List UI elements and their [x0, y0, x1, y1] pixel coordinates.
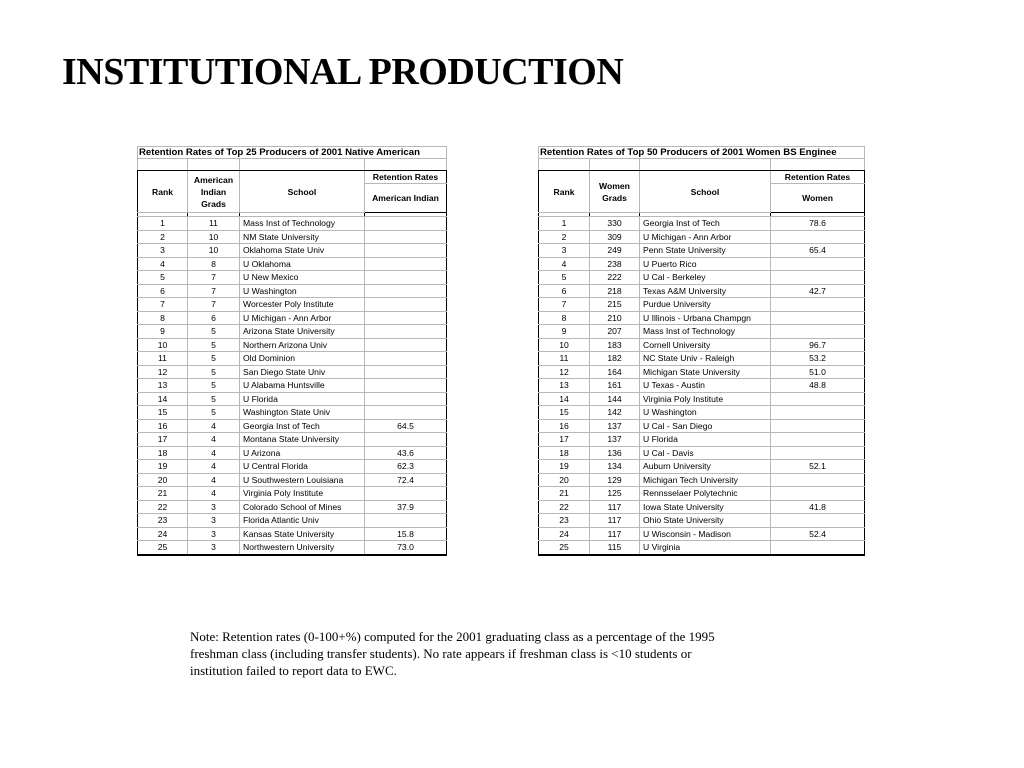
school-cell: Worcester Poly Institute [240, 298, 365, 312]
grads-cell: 144 [590, 392, 640, 406]
table-row [539, 446, 865, 460]
table-row [539, 325, 865, 339]
school-cell: U Michigan - Ann Arbor [240, 311, 365, 325]
grads-cell: 238 [590, 257, 640, 271]
grads-cell: 4 [188, 473, 240, 487]
table-row [539, 230, 865, 244]
school-cell: Michigan State University [640, 365, 771, 379]
rank-cell: 1 [138, 217, 188, 231]
retention-rate-cell: 53.2 [771, 352, 865, 366]
table-row [138, 392, 447, 406]
school-cell: U Alabama Huntsville [240, 379, 365, 393]
table-row [138, 244, 447, 258]
table-row [138, 325, 447, 339]
school-cell: Mass Inst of Technology [640, 325, 771, 339]
table-row [138, 406, 447, 420]
school-cell: U Virginia [640, 541, 771, 555]
table-row [539, 298, 865, 312]
grads-cell: 309 [590, 230, 640, 244]
school-cell: U Southwestern Louisiana [240, 473, 365, 487]
retention-rate-cell [771, 419, 865, 433]
rank-cell: 15 [138, 406, 188, 420]
rank-cell: 11 [138, 352, 188, 366]
table-row [539, 514, 865, 528]
retention-rate-cell [365, 365, 447, 379]
table-row [138, 284, 447, 298]
rank-cell: 12 [138, 365, 188, 379]
grads-cell: 164 [590, 365, 640, 379]
grads-cell: 117 [590, 527, 640, 541]
retention-rate-cell [771, 311, 865, 325]
grads-cell: 4 [188, 460, 240, 474]
school-cell: U Texas - Austin [640, 379, 771, 393]
grads-cell: 137 [590, 419, 640, 433]
header-grads: Women Grads [590, 171, 640, 213]
header-retention-col: Women [771, 184, 865, 213]
retention-rate-cell [771, 271, 865, 285]
retention-rate-cell [771, 487, 865, 501]
school-cell: Northwestern University [240, 541, 365, 555]
school-cell: Iowa State University [640, 500, 771, 514]
table-row [138, 217, 447, 231]
retention-rate-cell [365, 298, 447, 312]
retention-rate-cell [365, 217, 447, 231]
retention-rate-cell [771, 325, 865, 339]
table-row [138, 460, 447, 474]
rank-cell: 5 [539, 271, 590, 285]
grads-cell: 134 [590, 460, 640, 474]
school-cell: Virginia Poly Institute [240, 487, 365, 501]
school-cell: Ohio State University [640, 514, 771, 528]
header-school: School [240, 171, 365, 213]
rank-cell: 20 [539, 473, 590, 487]
grads-cell: 7 [188, 284, 240, 298]
rank-cell: 24 [138, 527, 188, 541]
header-grads: American Indian Grads [188, 171, 240, 213]
rank-cell: 7 [138, 298, 188, 312]
school-cell: Virginia Poly Institute [640, 392, 771, 406]
rank-cell: 14 [138, 392, 188, 406]
retention-rate-cell [365, 406, 447, 420]
retention-rate-cell: 15.8 [365, 527, 447, 541]
table-row [539, 365, 865, 379]
rank-cell: 8 [138, 311, 188, 325]
retention-rate-cell: 62.3 [365, 460, 447, 474]
table-row [138, 514, 447, 528]
rank-cell: 14 [539, 392, 590, 406]
table-row [539, 392, 865, 406]
table-row [138, 257, 447, 271]
rank-cell: 8 [539, 311, 590, 325]
school-cell: U Florida [240, 392, 365, 406]
rank-cell: 5 [138, 271, 188, 285]
retention-rate-cell [365, 244, 447, 258]
table-row [539, 527, 865, 541]
grads-cell: 3 [188, 527, 240, 541]
rank-cell: 19 [539, 460, 590, 474]
rank-cell: 15 [539, 406, 590, 420]
table-row [138, 230, 447, 244]
retention-rate-cell: 52.1 [771, 460, 865, 474]
retention-rate-cell: 51.0 [771, 365, 865, 379]
grads-cell: 5 [188, 406, 240, 420]
grads-cell: 117 [590, 500, 640, 514]
grads-cell: 330 [590, 217, 640, 231]
school-cell: Arizona State University [240, 325, 365, 339]
table-row [138, 365, 447, 379]
grads-cell: 5 [188, 338, 240, 352]
retention-rate-cell: 64.5 [365, 419, 447, 433]
retention-rate-cell [771, 406, 865, 420]
header-rank: Rank [539, 171, 590, 213]
grads-cell: 4 [188, 487, 240, 501]
rank-cell: 9 [138, 325, 188, 339]
school-cell: Mass Inst of Technology [240, 217, 365, 231]
grads-cell: 222 [590, 271, 640, 285]
rank-cell: 13 [138, 379, 188, 393]
table-row [138, 541, 447, 555]
retention-rate-cell: 52.4 [771, 527, 865, 541]
school-cell: Oklahoma State Univ [240, 244, 365, 258]
header-rank: Rank [138, 171, 188, 213]
table-row [539, 500, 865, 514]
retention-rate-cell [365, 325, 447, 339]
school-cell: Georgia Inst of Tech [640, 217, 771, 231]
retention-rate-cell [771, 473, 865, 487]
school-cell: Auburn University [640, 460, 771, 474]
table-row [539, 257, 865, 271]
retention-rate-cell: 65.4 [771, 244, 865, 258]
school-cell: U Central Florida [240, 460, 365, 474]
table-row [539, 338, 865, 352]
rank-cell: 3 [539, 244, 590, 258]
rank-cell: 11 [539, 352, 590, 366]
school-cell: NC State Univ - Raleigh [640, 352, 771, 366]
retention-rate-cell [365, 230, 447, 244]
rank-cell: 17 [138, 433, 188, 447]
rank-cell: 9 [539, 325, 590, 339]
retention-rate-cell [771, 392, 865, 406]
rank-cell: 18 [539, 446, 590, 460]
rank-cell: 16 [138, 419, 188, 433]
grads-cell: 4 [188, 446, 240, 460]
rank-cell: 22 [539, 500, 590, 514]
table-caption: Retention Rates of Top 50 Producers of 2001 Women BS Enginee [539, 147, 865, 159]
school-cell: U Washington [640, 406, 771, 420]
table-row [138, 311, 447, 325]
table-row [138, 298, 447, 312]
school-cell: Penn State University [640, 244, 771, 258]
table-row [539, 379, 865, 393]
rank-cell: 25 [138, 541, 188, 555]
school-cell: U Cal - Davis [640, 446, 771, 460]
rank-cell: 16 [539, 419, 590, 433]
rank-cell: 7 [539, 298, 590, 312]
rank-cell: 3 [138, 244, 188, 258]
retention-rate-cell [365, 352, 447, 366]
table-row [138, 473, 447, 487]
school-cell: Florida Atlantic Univ [240, 514, 365, 528]
grads-cell: 4 [188, 433, 240, 447]
school-cell: U Illinois - Urbana Champgn [640, 311, 771, 325]
rank-cell: 2 [539, 230, 590, 244]
school-cell: U Wisconsin - Madison [640, 527, 771, 541]
grads-cell: 5 [188, 325, 240, 339]
header-retention-col: American Indian [365, 184, 447, 213]
table-row [539, 271, 865, 285]
retention-rate-cell: 41.8 [771, 500, 865, 514]
retention-rate-cell [365, 338, 447, 352]
grads-cell: 5 [188, 379, 240, 393]
table-row [138, 527, 447, 541]
grads-cell: 11 [188, 217, 240, 231]
grads-cell: 3 [188, 514, 240, 528]
rank-cell: 4 [539, 257, 590, 271]
grads-cell: 3 [188, 541, 240, 555]
table-caption: Retention Rates of Top 25 Producers of 2001 Native American [138, 147, 447, 159]
rank-cell: 24 [539, 527, 590, 541]
table-row [138, 419, 447, 433]
table-row [138, 446, 447, 460]
rank-cell: 21 [539, 487, 590, 501]
grads-cell: 5 [188, 392, 240, 406]
grads-cell: 183 [590, 338, 640, 352]
school-cell: U Arizona [240, 446, 365, 460]
table-row [138, 500, 447, 514]
school-cell: Texas A&M University [640, 284, 771, 298]
table-row [138, 433, 447, 447]
table-row [138, 271, 447, 285]
grads-cell: 8 [188, 257, 240, 271]
school-cell: Montana State University [240, 433, 365, 447]
table-row [539, 473, 865, 487]
rank-cell: 2 [138, 230, 188, 244]
table-row [539, 311, 865, 325]
rank-cell: 10 [539, 338, 590, 352]
grads-cell: 182 [590, 352, 640, 366]
school-cell: Rennsselaer Polytechnic [640, 487, 771, 501]
retention-rate-cell: 73.0 [365, 541, 447, 555]
grads-cell: 249 [590, 244, 640, 258]
grads-cell: 137 [590, 433, 640, 447]
retention-rate-cell [771, 446, 865, 460]
grads-cell: 5 [188, 365, 240, 379]
table-row [138, 487, 447, 501]
retention-rate-cell [365, 433, 447, 447]
table-row [539, 244, 865, 258]
retention-rate-cell [771, 230, 865, 244]
retention-rate-cell: 72.4 [365, 473, 447, 487]
grads-cell: 125 [590, 487, 640, 501]
school-cell: Kansas State University [240, 527, 365, 541]
school-cell: U Florida [640, 433, 771, 447]
retention-rate-cell: 43.6 [365, 446, 447, 460]
rank-cell: 22 [138, 500, 188, 514]
rank-cell: 12 [539, 365, 590, 379]
grads-cell: 10 [188, 230, 240, 244]
table-row [539, 406, 865, 420]
retention-rate-cell [365, 487, 447, 501]
table-row [539, 217, 865, 231]
header-retention-group: Retention Rates [365, 171, 447, 184]
rank-cell: 4 [138, 257, 188, 271]
school-cell: U Cal - Berkeley [640, 271, 771, 285]
native-american-retention-table [137, 146, 447, 556]
grads-cell: 7 [188, 298, 240, 312]
retention-rate-cell [365, 379, 447, 393]
table-row [138, 379, 447, 393]
table-row [539, 460, 865, 474]
retention-rate-cell: 37.9 [365, 500, 447, 514]
table-row [539, 433, 865, 447]
table-row [138, 352, 447, 366]
rank-cell: 10 [138, 338, 188, 352]
school-cell: NM State University [240, 230, 365, 244]
retention-rate-cell [771, 257, 865, 271]
footnote: Note: Retention rates (0-100+%) computed for the 2001 graduating class as a percentage of the 1995 freshman class (including transfer students). No rate appears if freshman class is <10 students or institution failed to report data to EWC. [190, 629, 715, 678]
retention-rate-cell [771, 514, 865, 528]
page-title: INSTITUTIONAL PRODUCTION [62, 51, 624, 93]
rank-cell: 1 [539, 217, 590, 231]
rank-cell: 17 [539, 433, 590, 447]
table-row [539, 487, 865, 501]
retention-rate-cell [365, 514, 447, 528]
grads-cell: 5 [188, 352, 240, 366]
rank-cell: 23 [539, 514, 590, 528]
grads-cell: 115 [590, 541, 640, 555]
grads-cell: 215 [590, 298, 640, 312]
rank-cell: 23 [138, 514, 188, 528]
table-row [539, 352, 865, 366]
grads-cell: 218 [590, 284, 640, 298]
school-cell: Purdue University [640, 298, 771, 312]
school-cell: Old Dominion [240, 352, 365, 366]
school-cell: Cornell University [640, 338, 771, 352]
school-cell: San Diego State Univ [240, 365, 365, 379]
table-row [539, 284, 865, 298]
women-retention-table [538, 146, 865, 556]
table-row [138, 338, 447, 352]
grads-cell: 4 [188, 419, 240, 433]
retention-rate-cell: 96.7 [771, 338, 865, 352]
school-cell: U Cal - San Diego [640, 419, 771, 433]
school-cell: U Oklahoma [240, 257, 365, 271]
school-cell: U Michigan - Ann Arbor [640, 230, 771, 244]
rank-cell: 18 [138, 446, 188, 460]
grads-cell: 129 [590, 473, 640, 487]
school-cell: U New Mexico [240, 271, 365, 285]
school-cell: Colorado School of Mines [240, 500, 365, 514]
grads-cell: 7 [188, 271, 240, 285]
retention-rate-cell: 42.7 [771, 284, 865, 298]
retention-rate-cell [771, 298, 865, 312]
grads-cell: 142 [590, 406, 640, 420]
grads-cell: 207 [590, 325, 640, 339]
school-cell: U Puerto Rico [640, 257, 771, 271]
rank-cell: 19 [138, 460, 188, 474]
grads-cell: 6 [188, 311, 240, 325]
grads-cell: 136 [590, 446, 640, 460]
school-cell: Georgia Inst of Tech [240, 419, 365, 433]
header-school: School [640, 171, 771, 213]
grads-cell: 210 [590, 311, 640, 325]
school-cell: U Washington [240, 284, 365, 298]
retention-rate-cell [365, 284, 447, 298]
rank-cell: 6 [138, 284, 188, 298]
grads-cell: 3 [188, 500, 240, 514]
retention-rate-cell [365, 392, 447, 406]
retention-rate-cell [771, 541, 865, 555]
retention-rate-cell [365, 271, 447, 285]
rank-cell: 20 [138, 473, 188, 487]
rank-cell: 6 [539, 284, 590, 298]
retention-rate-cell [365, 257, 447, 271]
school-cell: Michigan Tech University [640, 473, 771, 487]
header-retention-group: Retention Rates [771, 171, 865, 184]
school-cell: Washington State Univ [240, 406, 365, 420]
table-row [539, 419, 865, 433]
retention-rate-cell [771, 433, 865, 447]
grads-cell: 161 [590, 379, 640, 393]
grads-cell: 117 [590, 514, 640, 528]
rank-cell: 13 [539, 379, 590, 393]
rank-cell: 21 [138, 487, 188, 501]
retention-rate-cell [365, 311, 447, 325]
retention-rate-cell: 78.6 [771, 217, 865, 231]
grads-cell: 10 [188, 244, 240, 258]
retention-rate-cell: 48.8 [771, 379, 865, 393]
school-cell: Northern Arizona Univ [240, 338, 365, 352]
rank-cell: 25 [539, 541, 590, 555]
table-row [539, 541, 865, 555]
